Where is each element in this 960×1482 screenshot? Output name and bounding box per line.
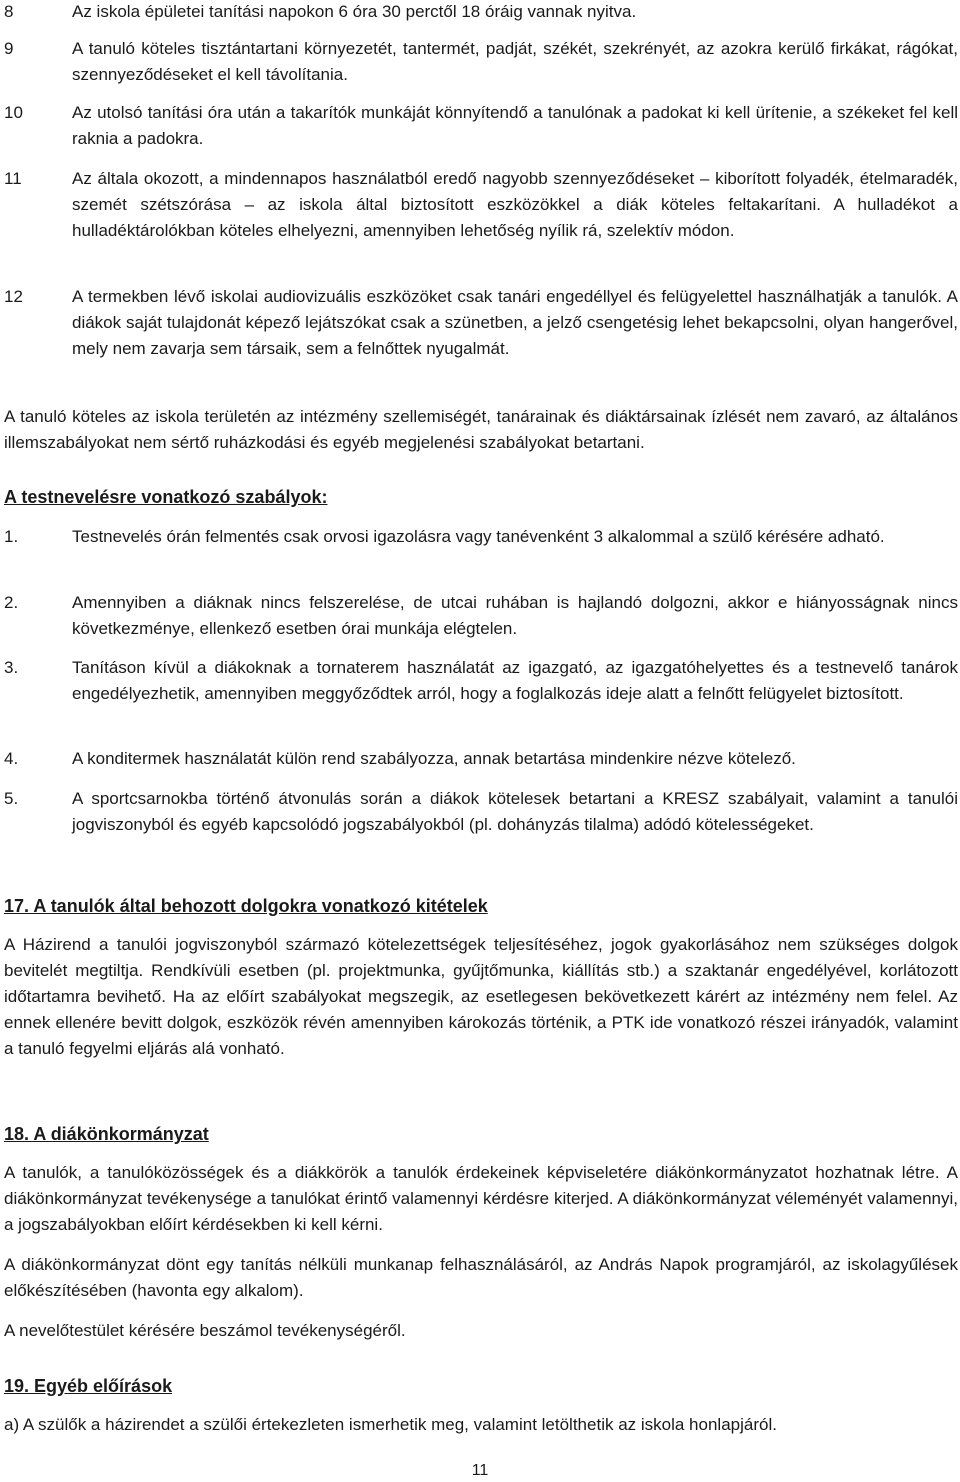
section17-paragraph: A Házirend a tanulói jogviszonyból származó kötelezettségek teljesítéséhez, jogok gyakorlásához nem szükséges dolgok bevitelét megtiltja. Rendkívüli esetben (pl. projektmunka, gyűjtőmunka, kiállítás stb.) a szaktanár engedélyével, korlátozott időtartamra bevihető. Ha az előírt szabályokat megszegik, az esetlegesen bekövetkezett kárért az intézmény nem felel. Az ennek ellenére bevitt dolgok, eszközök révén amennyiben károkozás történik, a PTK ide vonatkozó részei irányadók, valamint a tanuló fegyelmi eljárás alá vonható. bbox=[4, 935, 958, 1058]
rule-item-12 bbox=[4, 284, 958, 362]
rule-text: Az utolsó tanítási óra után a takarítók munkáját könnyítendő a tanulónak a padokat ki kell ürítenie, a székeket fel kell raknia a padokra. bbox=[72, 103, 958, 148]
dress-paragraph: A tanuló köteles az iskola területén az intézmény szellemiségét, tanárainak és diáktársainak ízlését nem zavaró, az általános illemszabályokat nem sértő ruházkodási és egyéb megjelenési szabályokat betartani. bbox=[4, 407, 958, 452]
pe-item-number: 4. bbox=[4, 749, 19, 768]
section18-paragraph-2: A diákönkormányzat dönt egy tanítás nélküli munkanap felhasználásáról, az András Napok programjáról, az iskolagyűlések előkészítésében (havonta egy alkalom). bbox=[4, 1255, 958, 1300]
pe-item-5 bbox=[4, 786, 958, 838]
section19-paragraph: a) A szülők a házirendet a szülői értekezleten ismerhetik meg, valamint letölthetik az iskola honlapjáról. bbox=[4, 1415, 777, 1434]
pe-item-number: 3. bbox=[4, 658, 19, 677]
pe-item-1-wrap bbox=[4, 524, 958, 550]
pe-item-5-wrap bbox=[4, 786, 958, 838]
pe-item-text: A sportcsarnokba történő átvonulás során a diákok kötelesek betartani a KRESZ szabályait, valamint a tanulói jogviszonyból és egyéb kapcsolódó jogszabályokból (pl. dohányzás tilalma) adódó kötelességeket. bbox=[72, 789, 958, 834]
rule-number: 8 bbox=[4, 2, 14, 21]
section18-paragraph-1: A tanulók, a tanulóközösségek és a diákkörök a tanulók érdekeinek képviseletére diákönkormányzatot hozhatnak létre. A diákönkormányzat tevékenysége a tanulókat érintő valamennyi kérdésre kiterjed. A diákönkormányzat véleményét valamennyi, a jogszabályokban előírt kérdésekben ki kell kérni. bbox=[4, 1163, 958, 1234]
rules-list bbox=[4, 0, 958, 25]
section18-paragraph-3: A nevelőtestület kérésére beszámol tevékenységéről. bbox=[4, 1321, 406, 1340]
rule-text: A termekben lévő iskolai audiovizuális eszközöket csak tanári engedéllyel és felügyelettel használhatják a tanulók. A diákok saját tulajdonát képező lejátszókat csak a szünetben, a jelző csengetésig lehet bekapcsolni, olyan hangerővel, mely nem zavarja sem társaik, sem a felnőttek nyugalmát. bbox=[72, 287, 958, 358]
pe-item-2-wrap bbox=[4, 590, 958, 642]
rule-item-8 bbox=[4, 0, 958, 25]
pe-item-4-wrap bbox=[4, 746, 958, 772]
rule-text: A tanuló köteles tisztántartani környezetét, tantermét, padját, székét, szekrényét, az azokra kerülő firkákat, rágókat, szennyeződéseket el kell távolítania. bbox=[72, 39, 958, 84]
rule-item-10-wrap bbox=[4, 100, 958, 152]
pe-item-text: Tanításon kívül a diákoknak a tornaterem használatát az igazgató, az igazgatóhelyettes és a testnevelő tanárok engedélyezhetik, amennyiben meggyőződtek arról, hogy a foglalkozás ideje alatt a felnőtt felügyelet biztosított. bbox=[72, 658, 958, 703]
pe-item-number: 1. bbox=[4, 527, 19, 546]
rule-item-9 bbox=[4, 36, 958, 88]
pe-item-1 bbox=[4, 524, 958, 550]
page-number: 11 bbox=[471, 1462, 489, 1479]
rule-text: Az iskola épületei tanítási napokon 6 óra 30 perctől 18 óráig vannak nyitva. bbox=[72, 2, 637, 21]
pe-heading: A testnevelésre vonatkozó szabályok: bbox=[4, 487, 328, 507]
rule-item-10 bbox=[4, 100, 958, 152]
rule-text: Az általa okozott, a mindennapos használatból eredő nagyobb szennyeződéseket – kiborított folyadék, ételmaradék, szemét szétszórása – az iskola által biztosított eszközökkel a diák köteles feltakarítani. A hulladékot a hulladéktárolókban köteles elhelyezni, amennyiben lehetőség nyílik rá, szelektív módon. bbox=[72, 169, 958, 240]
pe-item-2 bbox=[4, 590, 958, 642]
pe-item-3-wrap bbox=[4, 655, 958, 707]
rule-number: 12 bbox=[4, 287, 23, 306]
section17-heading: 17. A tanulók által behozott dolgokra vonatkozó kitételek bbox=[4, 896, 488, 916]
rule-item-9-wrap bbox=[4, 36, 958, 88]
pe-item-4 bbox=[4, 746, 958, 772]
pe-item-number: 5. bbox=[4, 789, 19, 808]
rule-number: 11 bbox=[4, 169, 22, 188]
pe-item-3 bbox=[4, 655, 958, 707]
pe-item-number: 2. bbox=[4, 593, 19, 612]
pe-item-text: Amennyiben a diáknak nincs felszerelése, de utcai ruhában is hajlandó dolgozni, akkor e hiányosságnak nincs következménye, ellenkező esetben órai munkája elégtelen. bbox=[72, 593, 958, 638]
rule-item-12-wrap bbox=[4, 284, 958, 362]
pe-item-text: A konditermek használatát külön rend szabályozza, annak betartása mindenkire nézve kötelező. bbox=[72, 749, 796, 768]
rule-number: 9 bbox=[4, 39, 14, 58]
rule-item-11 bbox=[4, 166, 958, 244]
rule-number: 10 bbox=[4, 103, 23, 122]
section18-heading: 18. A diákönkormányzat bbox=[4, 1124, 209, 1144]
rule-item-11-wrap bbox=[4, 166, 958, 244]
pe-item-text: Testnevelés órán felmentés csak orvosi igazolásra vagy tanévenként 3 alkalommal a szülő kérésére adható. bbox=[72, 527, 885, 546]
section19-heading: 19. Egyéb előírások bbox=[4, 1376, 173, 1396]
